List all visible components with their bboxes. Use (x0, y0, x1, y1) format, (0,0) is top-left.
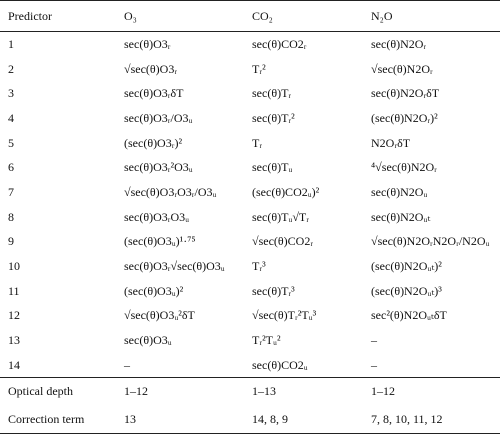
predictor-number: 2 (8, 61, 14, 76)
n2o-cell: (sec(θ)N2Oᵤₜ)³ (371, 283, 442, 298)
table-row (0, 254, 500, 279)
n2o-cell: sec(θ)N2Oᵤ (371, 184, 428, 199)
correction-term-row (0, 405, 500, 433)
o3-cell: – (116, 352, 244, 377)
o3-cell: sec(θ)O3ᵤ (124, 333, 172, 348)
predictor-number: 6 (8, 160, 14, 175)
co2-cell: sec(θ)Tᵣ³ (252, 283, 295, 298)
co2-cell: sec(θ)Tᵤ√Tᵣ (252, 209, 309, 224)
correction-term-label: Correction term (0, 405, 116, 433)
optical-depth-label: Optical depth (8, 384, 73, 399)
predictor-number: 11 (8, 283, 20, 298)
co2-cell: sec(θ)Tᵤ (252, 160, 293, 175)
n2o-cell: √sec(θ)N2Oᵣ (371, 61, 433, 76)
predictor-number: 3 (8, 86, 14, 101)
table-row (0, 204, 500, 229)
o3-cell: sec(θ)O3ᵣ²O3ᵤ (124, 160, 193, 175)
n2o-cell: √sec(θ)N2OᵣN2Oᵣ/N2Oᵤ (371, 234, 490, 249)
predictor-number: 1 (8, 37, 14, 52)
o3-cell: (sec(θ)O3ᵤ)² (124, 283, 184, 298)
n2o-cell: 7, 8, 10, 11, 12 (363, 405, 500, 433)
table-row (0, 229, 500, 254)
table-row (0, 32, 500, 57)
co2-cell: sec(θ)Tᵣ (252, 86, 292, 101)
predictor-number: 7 (8, 184, 14, 199)
table-row (0, 155, 500, 180)
predictor-number: 14 (0, 352, 116, 377)
co2-cell: Tᵣ³ (252, 259, 266, 274)
header-o3: O₃ (116, 1, 244, 32)
predictor-number: 5 (8, 135, 14, 150)
o3-cell: √sec(θ)O3ᵣ (124, 61, 178, 76)
co2-cell: sec(θ)Tᵣ² (252, 110, 295, 125)
table-row (0, 81, 500, 106)
co2-cell: 14, 8, 9 (244, 405, 363, 433)
n2o-cell: N2OᵣδT (371, 135, 411, 150)
n2o-cell: sec(θ)N2Oᵣ (371, 37, 427, 52)
table-row (0, 328, 500, 353)
co2-cell: Tᵣ² (252, 61, 266, 76)
o3-cell: sec(θ)O3ᵣ (124, 37, 171, 52)
co2-cell: √sec(θ)Tᵣ²Tᵤ³ (252, 308, 317, 323)
table-row (0, 130, 500, 155)
predictor-number: 4 (8, 110, 14, 125)
n2o-cell: – (363, 352, 500, 377)
o3-cell: (sec(θ)O3ᵤ)¹·⁷⁵ (124, 234, 196, 249)
n2o-cell: (sec(θ)N2Oᵣ)² (371, 110, 438, 125)
co2-cell: sec(θ)CO2ᵤ (244, 352, 363, 377)
n2o-cell: 1–12 (371, 384, 395, 399)
table-row (0, 180, 500, 205)
co2-cell: sec(θ)CO2ᵣ (252, 37, 307, 52)
co2-cell: (sec(θ)CO2ᵤ)² (252, 184, 320, 199)
o3-cell: sec(θ)O3ᵣ√sec(θ)O3ᵤ (124, 259, 225, 274)
co2-cell: Tᵣ (252, 135, 263, 150)
co2-cell: √sec(θ)CO2ᵣ (252, 234, 314, 249)
o3-cell: √sec(θ)O3ᵣO3ᵣ/O3ᵤ (124, 184, 217, 199)
table-row (0, 303, 500, 328)
o3-cell: sec(θ)O3ᵣ/O3ᵤ (124, 110, 193, 125)
co2-cell: 1–13 (252, 384, 276, 399)
n2o-cell: sec(θ)N2OᵣδT (371, 86, 440, 101)
co2-cell: Tᵣ²Tᵤ² (252, 333, 281, 348)
n2o-cell: ⁴√sec(θ)N2Oᵣ (371, 160, 437, 175)
predictor-number: 8 (8, 209, 14, 224)
table-row (0, 106, 500, 131)
n2o-cell: sec²(θ)N2OᵤₜδT (371, 308, 447, 323)
predictor-number: 12 (8, 308, 20, 323)
n2o-cell: sec(θ)N2Oᵤₜ (371, 209, 431, 224)
table-row (0, 278, 500, 303)
header-n2o: N₂O (363, 1, 500, 32)
o3-cell: sec(θ)O3ᵣO3ᵤ (124, 209, 190, 224)
header-predictor: Predictor (0, 1, 116, 32)
table-row (0, 352, 500, 377)
n2o-cell: (sec(θ)N2Oᵤₜ)² (371, 259, 442, 274)
predictor-number: 13 (8, 333, 20, 348)
header-row (0, 1, 500, 32)
table-row (0, 56, 500, 81)
o3-cell: √sec(θ)O3ᵤ²δT (124, 308, 195, 323)
o3-cell: (sec(θ)O3ᵣ)² (124, 135, 183, 150)
predictor-number: 10 (8, 259, 20, 274)
header-co2: CO₂ (244, 1, 363, 32)
predictor-number: 9 (8, 234, 14, 249)
o3-cell: 1–12 (124, 384, 148, 399)
n2o-cell: – (371, 333, 377, 348)
optical-depth-row (0, 377, 500, 405)
o3-cell: sec(θ)O3ᵣδT (124, 86, 184, 101)
o3-cell: 13 (116, 405, 244, 433)
